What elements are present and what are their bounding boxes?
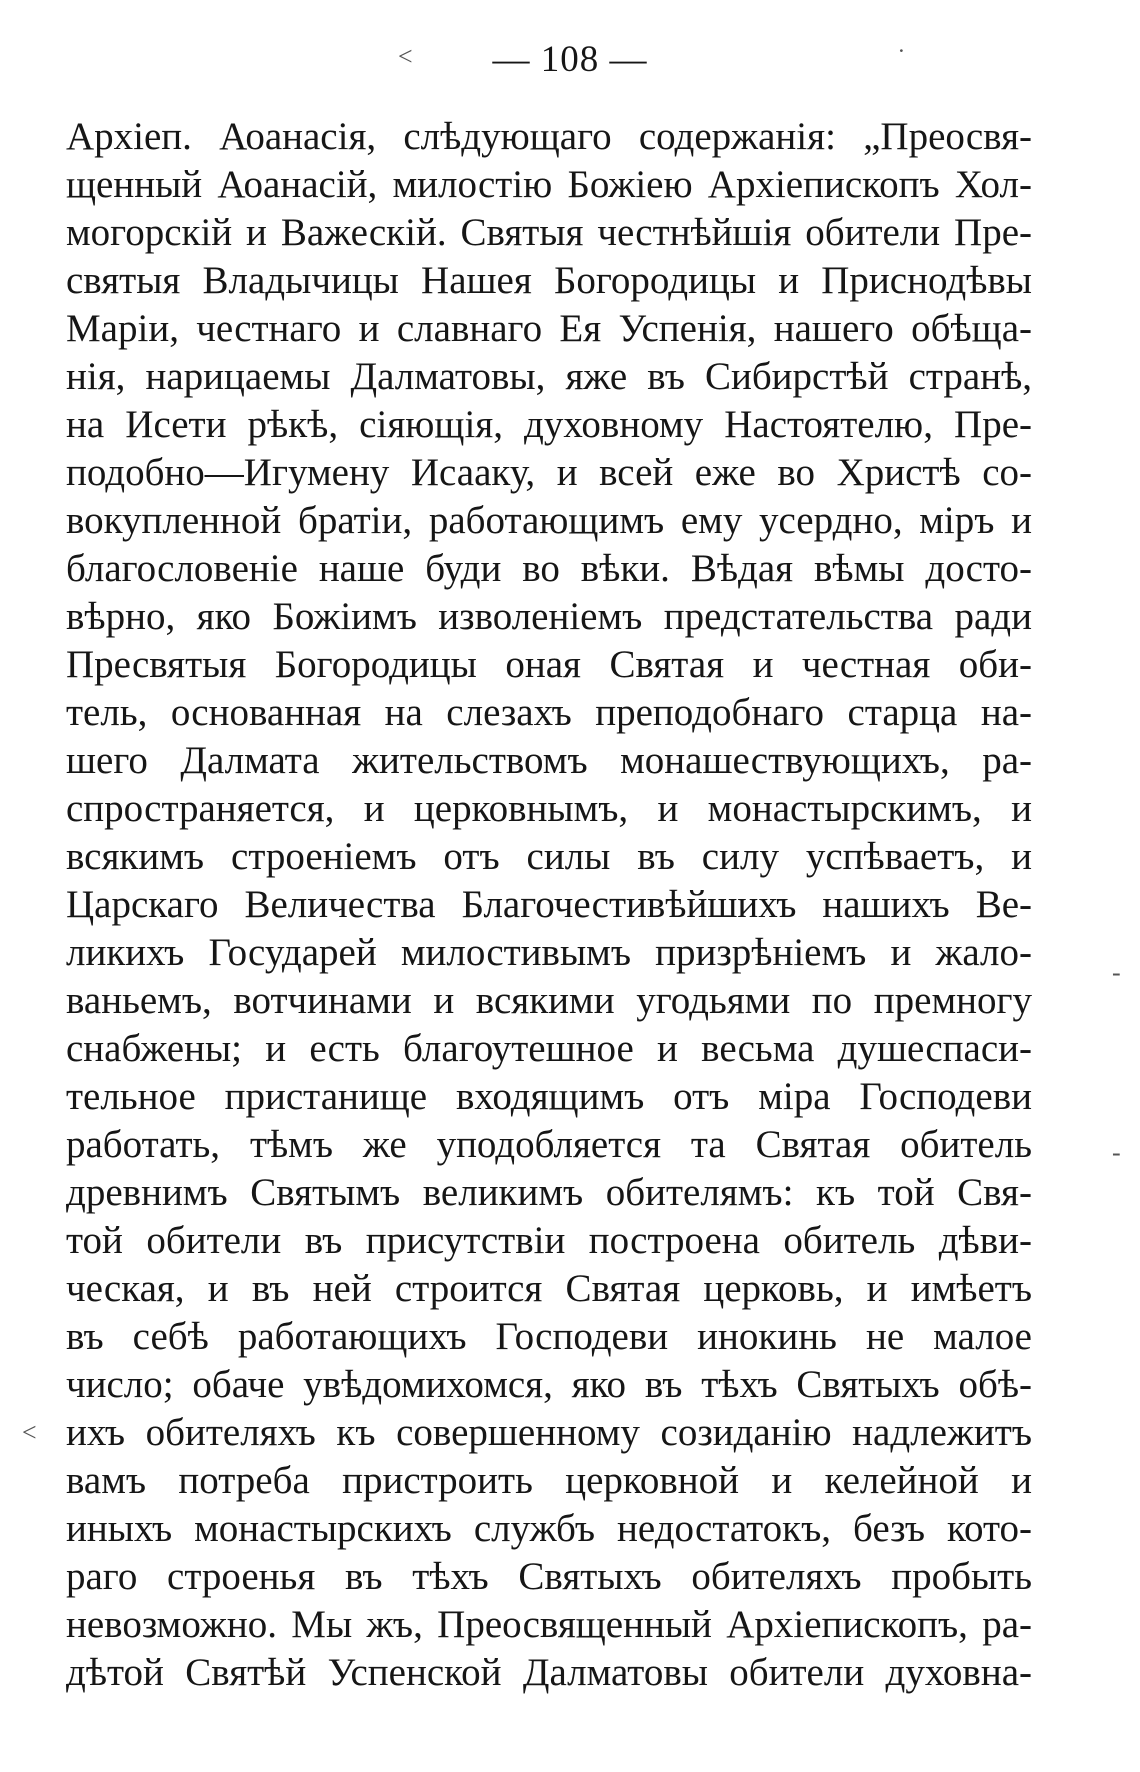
text-line: всякимъ строеніемъ отъ силы въ силу успѣваетъ, и: [66, 835, 1032, 878]
scan-speck: ˂: [22, 1418, 37, 1447]
text-line: Пресвятыя Богородицы оная Святая и честная оби-: [66, 643, 1032, 686]
text-line: въ себѣ работающихъ Господеви инокинь не малое: [66, 1315, 1032, 1358]
scan-speck: ˙: [897, 44, 906, 73]
text-line: подобно—Игумену Исааку, и всей еже во Христѣ со-: [66, 451, 1032, 494]
scan-speck: -: [1112, 958, 1121, 987]
text-line: ваньемъ, вотчинами и всякими угодьями по премногу: [66, 979, 1032, 1022]
text-line: Царскаго Величества Благочестивѣйшихъ нашихъ Ве-: [66, 883, 1032, 926]
text-line: нія, нарицаемы Далматовы, яже въ Сибирстѣй странѣ,: [66, 355, 1032, 398]
page-number: — 108 —: [492, 39, 648, 80]
text-line: тельное пристанище входящимъ отъ міра Господеви: [66, 1075, 1032, 1118]
text-line: иныхъ монастырскихъ службъ недостатокъ, безъ кото-: [66, 1507, 1032, 1550]
text-line: могорскій и Важескій. Святыя честнѣйшія обители Пре-: [66, 211, 1032, 254]
text-line: ихъ обителяхъ къ совершенному созиданію надлежитъ: [66, 1411, 1032, 1454]
scan-speck: -: [1112, 1138, 1121, 1167]
text-line: вѣрно, яко Божіимъ изволеніемъ предстательства ради: [66, 595, 1032, 638]
text-line: святыя Владычицы Нашея Богородицы и Приснодѣвы: [66, 259, 1032, 302]
text-line: Маріи, честнаго и славнаго Ея Успенія, нашего обѣща-: [66, 307, 1032, 350]
text-line: число; обаче увѣдомихомся, яко въ тѣхъ Святыхъ обѣ-: [66, 1363, 1032, 1406]
text-line: ликихъ Государей милостивымъ призрѣніемъ и жало-: [66, 931, 1032, 974]
text-line: вамъ потреба пристроить церковной и келейной и: [66, 1459, 1032, 1502]
text-line: тель, основанная на слезахъ преподобнаго старца на-: [66, 691, 1032, 734]
body-text: [66, 113, 1032, 1697]
text-line: снабжены; и есть благоутешное и весьма душеспаси-: [66, 1027, 1032, 1070]
text-line: благословеніе наше буди во вѣки. Вѣдая вѣмы досто-: [66, 547, 1032, 590]
text-line: раго строенья въ тѣхъ Святыхъ обителяхъ пробыть: [66, 1555, 1032, 1598]
text-line: щенный Аоанасій, милостію Божіею Архіепископъ Хол-: [66, 163, 1032, 206]
text-line: ческая, и въ ней строится Святая церковь, и имѣетъ: [66, 1267, 1032, 1310]
text-line: шего Далмата жительствомъ монашествующихъ, ра-: [66, 739, 1032, 782]
text-line: Архіеп. Аоанасія, слѣдующаго содержанія: „Преосвя-: [66, 115, 1032, 158]
text-line: древнимъ Святымъ великимъ обителямъ: къ той Свя-: [66, 1171, 1032, 1214]
text-line: той обители въ присутствіи построена обитель дѣви-: [66, 1219, 1032, 1262]
text-line: на Исети рѣкѣ, сіяющія, духовному Настоятелю, Пре-: [66, 403, 1032, 446]
text-line: невозможно. Мы жъ, Преосвященный Архіепископъ, ра-: [66, 1603, 1032, 1646]
text-line: работать, тѣмъ же уподобляется та Святая обитель: [66, 1123, 1032, 1166]
text-line: вокупленной братіи, работающимъ ему усердно, міръ и: [66, 499, 1032, 542]
scan-speck: ˂: [398, 42, 413, 71]
text-line: спространяется, и церковнымъ, и монастырскимъ, и: [66, 787, 1032, 830]
text-line: дѣтой Святѣй Успенской Далматовы обители духовна-: [66, 1651, 1032, 1694]
